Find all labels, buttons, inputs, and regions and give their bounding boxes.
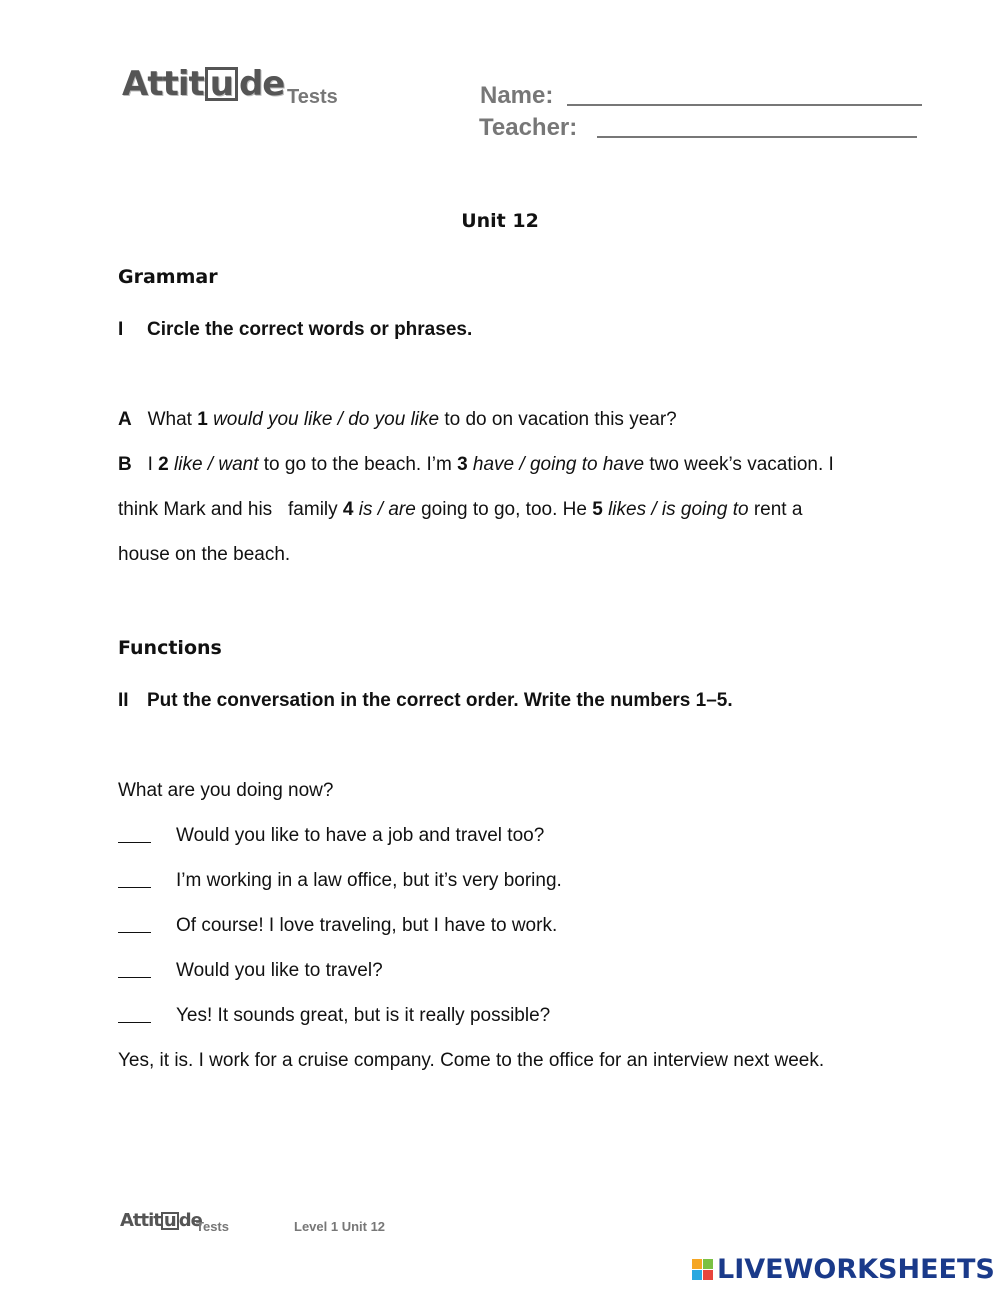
conversation-first-line: What are you doing now? bbox=[118, 780, 334, 801]
instruction-number: I bbox=[118, 319, 124, 340]
teacher-input-line[interactable] bbox=[597, 136, 917, 138]
gap-number-2: 2 bbox=[158, 454, 169, 475]
grammar-instruction bbox=[118, 319, 472, 341]
answer-blank[interactable] bbox=[118, 825, 151, 843]
answer-blank[interactable] bbox=[118, 870, 151, 888]
grammar-line-c: think Mark and his family 4 is / are going to go, too. He 5 likes / is going to rent a bbox=[118, 499, 803, 520]
gap-number-1: 1 bbox=[197, 409, 208, 430]
grammar-heading: Grammar bbox=[118, 266, 218, 288]
instruction-text: Circle the correct words or phrases. bbox=[147, 319, 473, 340]
gap-number-4: 4 bbox=[342, 499, 354, 520]
option-3[interactable]: have / going to have bbox=[472, 454, 645, 475]
conversation-item: Would you like to travel? bbox=[118, 960, 383, 982]
grammar-line-a: A What 1 would you like / do you like to do on vacation this year? bbox=[118, 409, 677, 430]
footer-logo: Attit u de bbox=[120, 1210, 202, 1231]
footer-level: Level 1 Unit 12 bbox=[294, 1219, 386, 1234]
attitude-logo: Attit u de bbox=[122, 64, 285, 104]
logo-block bbox=[692, 1270, 702, 1280]
logo-block bbox=[692, 1259, 702, 1269]
page-title: Unit 12 bbox=[461, 210, 539, 232]
functions-instruction bbox=[118, 690, 733, 712]
option-1[interactable]: would you like / do you like bbox=[213, 409, 440, 430]
name-input-line[interactable] bbox=[567, 104, 922, 106]
answer-blank[interactable] bbox=[118, 1005, 151, 1023]
conversation-last-line: Yes, it is. I work for a cruise company. Come to the office for an interview next week. bbox=[118, 1050, 825, 1071]
answer-blank[interactable] bbox=[118, 915, 151, 933]
gap-number-5: 5 bbox=[592, 499, 603, 520]
teacher-label: Teacher: bbox=[479, 114, 578, 141]
footer-tests-label: Tests bbox=[196, 1219, 229, 1234]
answer-blank[interactable] bbox=[118, 960, 151, 978]
conversation-item: Would you like to have a job and travel too? bbox=[118, 825, 544, 847]
liveworksheets-logo-icon bbox=[692, 1259, 713, 1280]
liveworksheets-brand bbox=[692, 1254, 995, 1285]
option-4[interactable]: is / are bbox=[358, 499, 416, 520]
option-5[interactable]: likes / is going to bbox=[608, 499, 749, 520]
logo-tests-label: Tests bbox=[287, 86, 338, 108]
instruction-number: II bbox=[118, 690, 129, 711]
instruction-text: Put the conversation in the correct order. Write the numbers 1–5. bbox=[147, 690, 733, 711]
logo-block bbox=[703, 1259, 713, 1269]
grammar-line-d: house on the beach. bbox=[118, 544, 291, 565]
gap-number-3: 3 bbox=[457, 454, 468, 475]
speaker-a: A bbox=[118, 409, 132, 430]
conversation-item: Of course! I love traveling, but I have to work. bbox=[118, 915, 557, 937]
speaker-b: B bbox=[118, 454, 132, 475]
option-2[interactable]: like / want bbox=[174, 454, 259, 475]
logo-block bbox=[703, 1270, 713, 1280]
functions-heading: Functions bbox=[118, 637, 222, 659]
conversation-item: Yes! It sounds great, but is it really possible? bbox=[118, 1005, 550, 1027]
conversation-item: I’m working in a law office, but it’s very boring. bbox=[118, 870, 562, 892]
name-label: Name: bbox=[480, 82, 554, 109]
liveworksheets-wordmark: LIVEWORKSHEETS bbox=[717, 1254, 995, 1285]
grammar-line-b: B I 2 like / want to go to the beach. I’m 3 have / going to have two week’s vacation. I bbox=[118, 454, 834, 475]
